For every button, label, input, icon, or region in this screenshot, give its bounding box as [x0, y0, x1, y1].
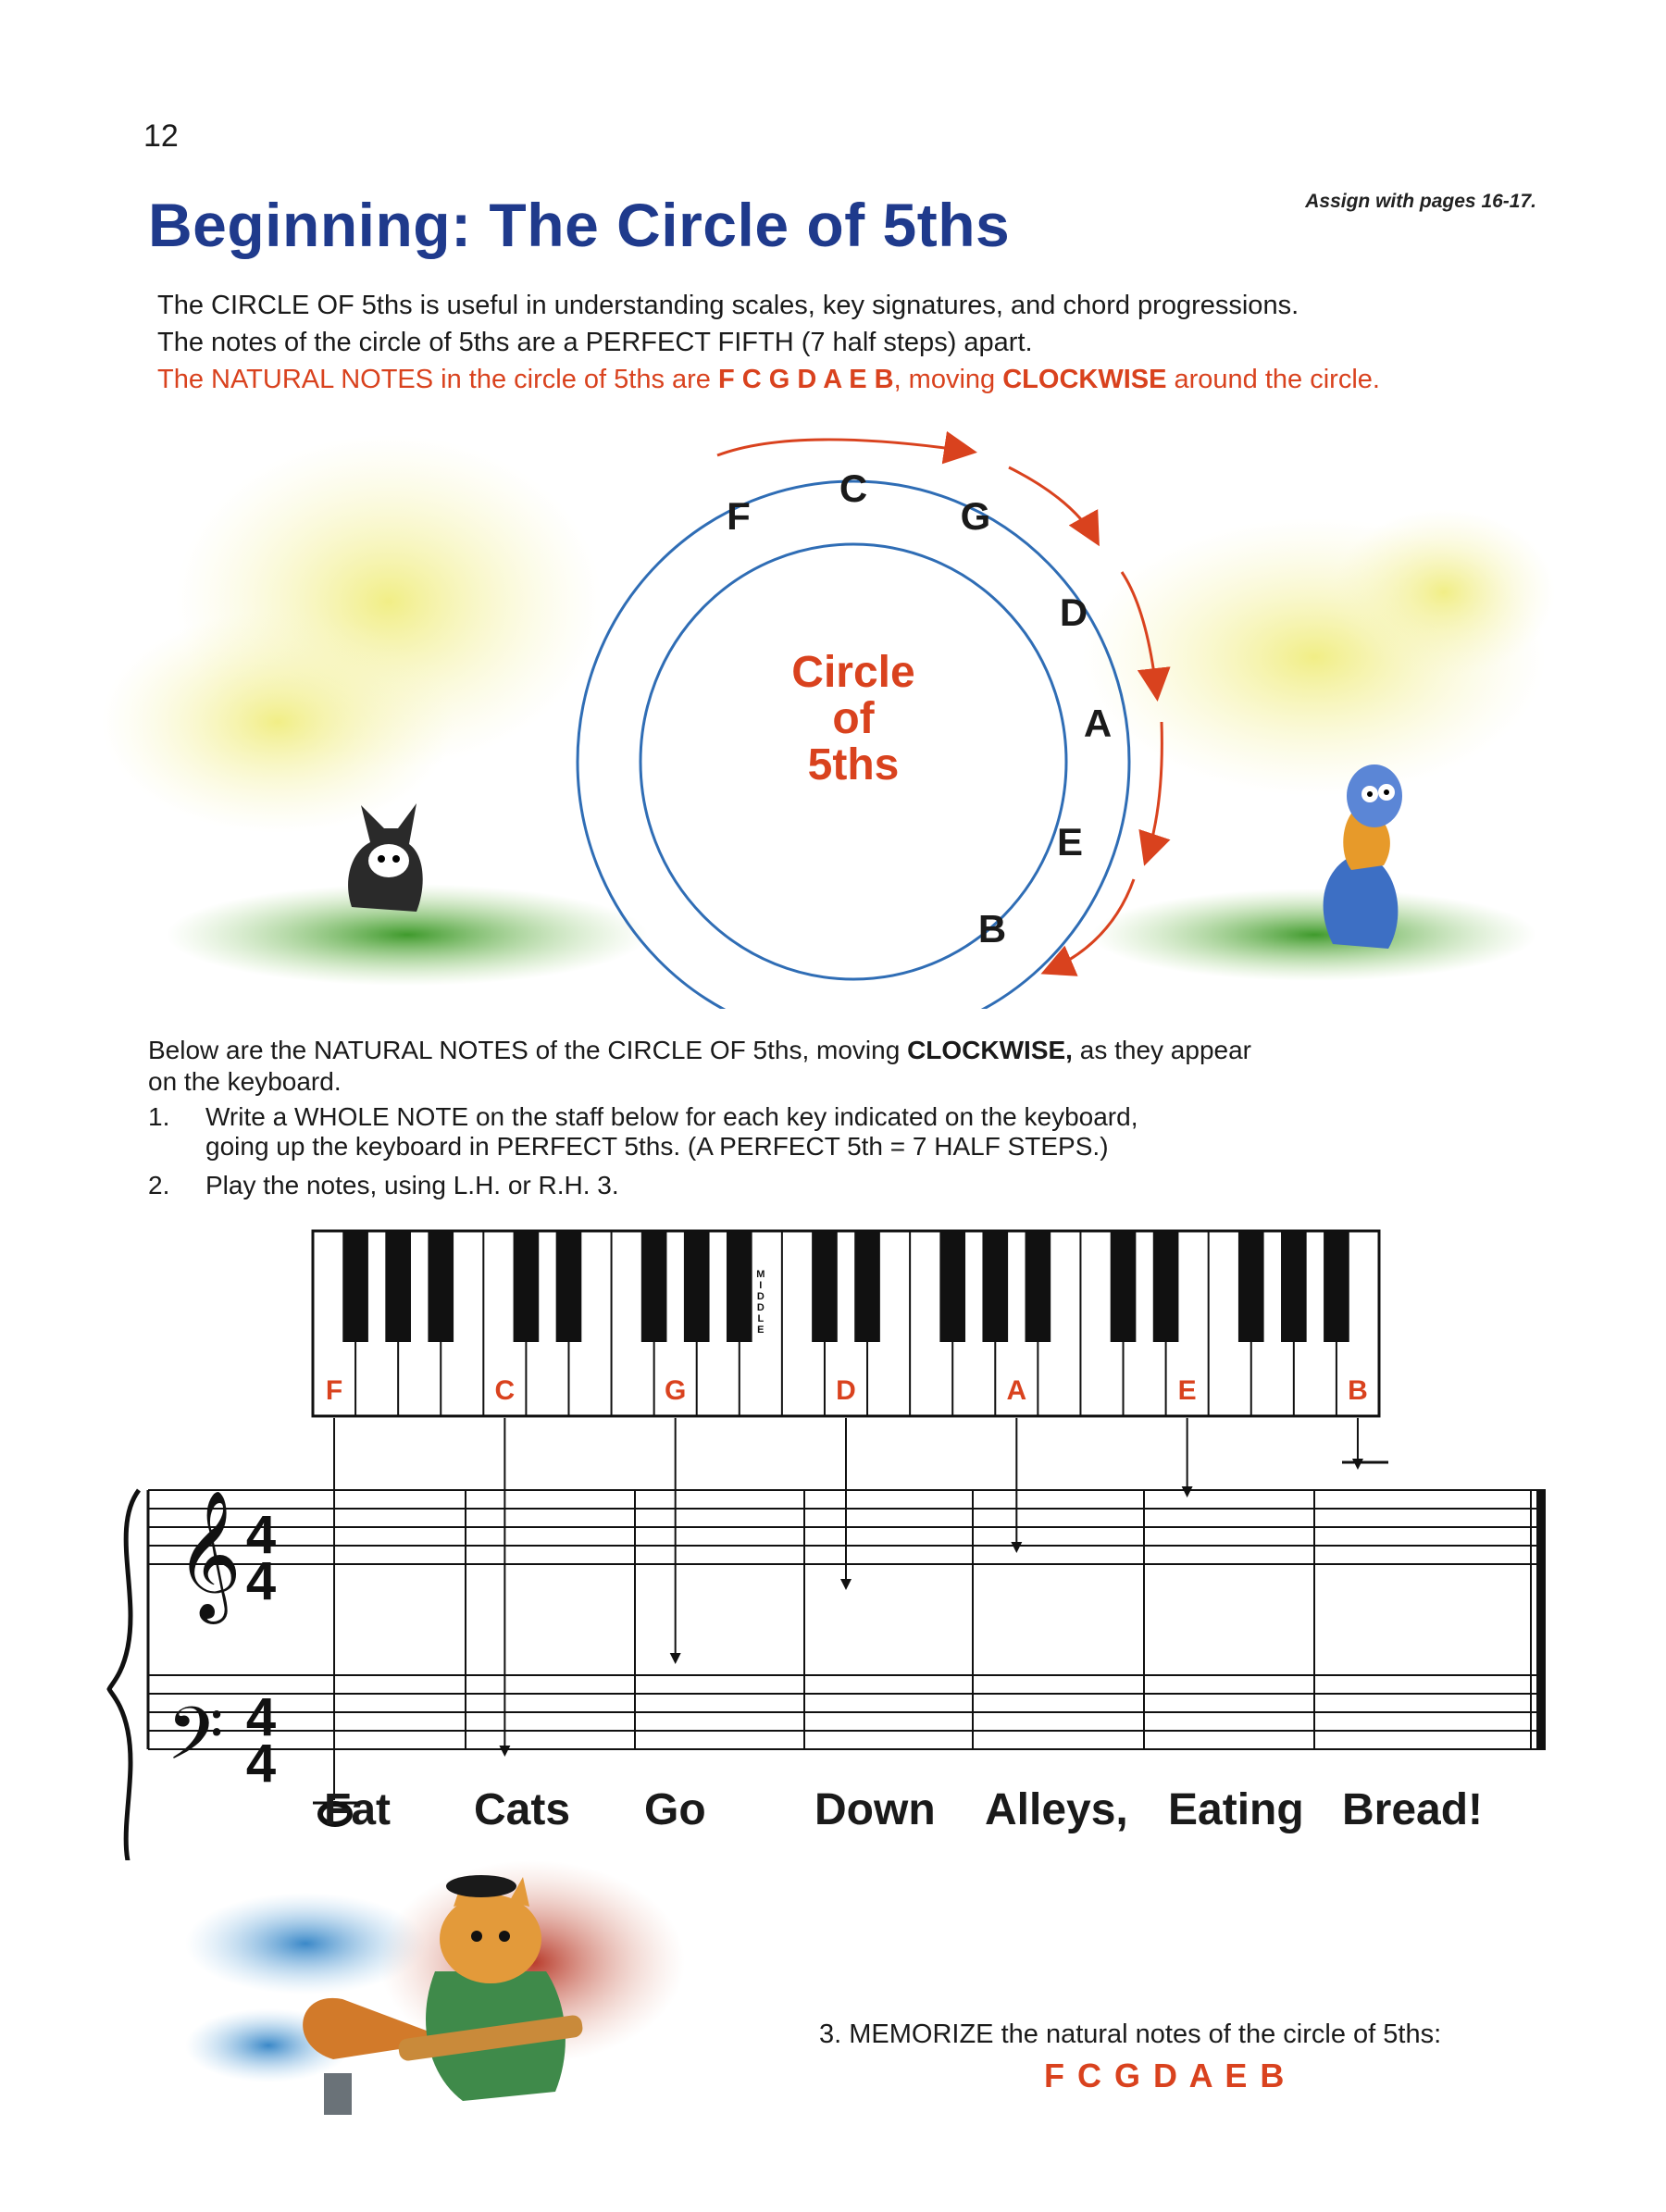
key-arrow-head: [1352, 1459, 1363, 1470]
instructions-lead-clockwise: CLOCKWISE,: [907, 1036, 1073, 1064]
mnemonic-word-fat: Fat: [324, 1785, 391, 1834]
instructions-step-2-text: Play the notes, using L.H. or R.H. 3.: [205, 1171, 619, 1199]
instructions-lead-line-2: on the keyboard.: [148, 1067, 342, 1096]
circle-note-a: A: [1083, 702, 1113, 745]
keyboard-and-staff: [0, 1222, 1666, 1860]
key-arrow-head: [1011, 1542, 1022, 1553]
key-label-f: F: [325, 1375, 343, 1406]
key-label-b: B: [1348, 1375, 1368, 1406]
intro-line-1: The CIRCLE OF 5ths is useful in understanding scales, key signatures, and chord progressions.: [157, 291, 1299, 320]
key-arrow-head: [840, 1579, 852, 1590]
black-key: [385, 1231, 411, 1342]
mnemonic-word-cats: Cats: [474, 1785, 571, 1834]
mnemonic-word-down: Down: [814, 1785, 936, 1834]
circle-center-line-2: of: [832, 694, 875, 743]
intro-line-3: [157, 361, 1380, 398]
instructions-step-1-text: Write a WHOLE NOTE on the staff below for each key indicated on the keyboard,: [205, 1102, 1138, 1131]
bass-time-sig-top: 4: [245, 1687, 277, 1747]
black-key: [982, 1231, 1008, 1342]
brace: [109, 1490, 139, 1860]
circle-note-c: C: [839, 466, 868, 510]
page-title: Beginning: The Circle of 5ths: [148, 191, 1011, 259]
middle-label-letter: E: [757, 1324, 765, 1336]
intro-line-3-c: around the circle.: [1166, 365, 1380, 394]
circle-center-line-3: 5ths: [807, 740, 900, 789]
instructions-step-1-number: 1.: [148, 1102, 170, 1131]
instructions-step-2-number: 2.: [148, 1171, 170, 1199]
instructions-lead-b: as they appear: [1072, 1036, 1251, 1064]
key-label-e: E: [1177, 1375, 1197, 1406]
mnemonic-word-bread: Bread!: [1342, 1785, 1484, 1834]
key-label-g: G: [665, 1375, 687, 1406]
instructions-step-1-line-2: going up the keyboard in PERFECT 5ths. (A PERFECT 5th = 7 HALF STEPS.): [205, 1132, 1109, 1161]
bass-time-sig-bottom: 4: [245, 1734, 277, 1794]
circle-note-b: B: [977, 907, 1007, 951]
black-key: [556, 1231, 582, 1342]
black-key: [428, 1231, 454, 1342]
key-label-a: A: [1006, 1375, 1027, 1406]
black-key: [1153, 1231, 1179, 1342]
clockwise-arrow-top: [717, 440, 972, 455]
black-key: [727, 1231, 752, 1342]
intro-line-3-b: , moving: [893, 365, 1003, 394]
black-key: [1111, 1231, 1137, 1342]
circle-illustration: [0, 416, 1666, 1009]
key-arrow-head: [499, 1746, 510, 1757]
bass-clef-icon: 𝄢: [167, 1694, 224, 1793]
final-barline: [1536, 1490, 1546, 1749]
instructions-lead: [148, 1035, 1251, 1066]
circle-center-line-1: Circle: [791, 648, 915, 697]
middle-label-letter: D: [756, 1291, 765, 1302]
right-wash-scene: [1083, 509, 1555, 981]
treble-clef-icon: 𝄞: [176, 1492, 242, 1616]
circle-note-d: D: [1059, 590, 1088, 634]
key-arrow-head: [670, 1653, 681, 1664]
key-label-c: C: [494, 1375, 516, 1406]
middle-label-letter: D: [756, 1302, 765, 1313]
fat-cat-illustration: [185, 1860, 759, 2138]
intro-line-3-clockwise: CLOCKWISE: [1002, 365, 1167, 394]
assign-note: Assign with pages 16-17.: [1305, 191, 1536, 212]
black-key: [641, 1231, 667, 1342]
intro-line-3-a: The NATURAL NOTES in the circle of 5ths are: [157, 365, 718, 394]
middle-label-letter: I: [759, 1280, 763, 1291]
circle-note-e: E: [1056, 820, 1084, 864]
black-key: [1238, 1231, 1264, 1342]
mnemonic-word-go: Go: [644, 1785, 706, 1834]
black-key: [1026, 1231, 1051, 1342]
middle-label-letter: M: [756, 1269, 765, 1280]
key-arrow-head: [1182, 1486, 1193, 1497]
page-number: 12: [143, 118, 179, 154]
memorize-label: 3. MEMORIZE the natural notes of the circle of 5ths:: [819, 2019, 1442, 2049]
memorize-notes: F C G D A E B: [1044, 2057, 1287, 2094]
treble-time-sig-bottom: 4: [245, 1551, 277, 1611]
black-key: [812, 1231, 838, 1342]
instructions-lead-a: Below are the NATURAL NOTES of the CIRCLE OF 5ths, moving: [148, 1036, 908, 1064]
black-key: [939, 1231, 965, 1342]
instructions-step-2: [148, 1170, 619, 1201]
key-label-d: D: [836, 1375, 856, 1406]
mnemonic-word-alleys: Alleys,: [985, 1785, 1128, 1834]
treble-time-sig-top: 4: [245, 1505, 277, 1565]
black-key: [342, 1231, 368, 1342]
black-key: [854, 1231, 880, 1342]
clockwise-arrow-upper-right: [1009, 467, 1097, 541]
black-key: [684, 1231, 710, 1342]
black-key: [1324, 1231, 1349, 1342]
intro-line-2: The notes of the circle of 5ths are a PERFECT FIFTH (7 half steps) apart.: [157, 328, 1033, 357]
black-key: [514, 1231, 540, 1342]
mnemonic-word-eating: Eating: [1168, 1785, 1304, 1834]
circle-note-f: F: [727, 494, 751, 538]
middle-label-letter: L: [757, 1313, 765, 1324]
black-key: [1281, 1231, 1307, 1342]
instructions-step-1-line-1: [148, 1101, 1138, 1133]
intro-line-3-notes: F C G D A E B: [717, 365, 894, 394]
circle-note-g: G: [960, 494, 991, 538]
